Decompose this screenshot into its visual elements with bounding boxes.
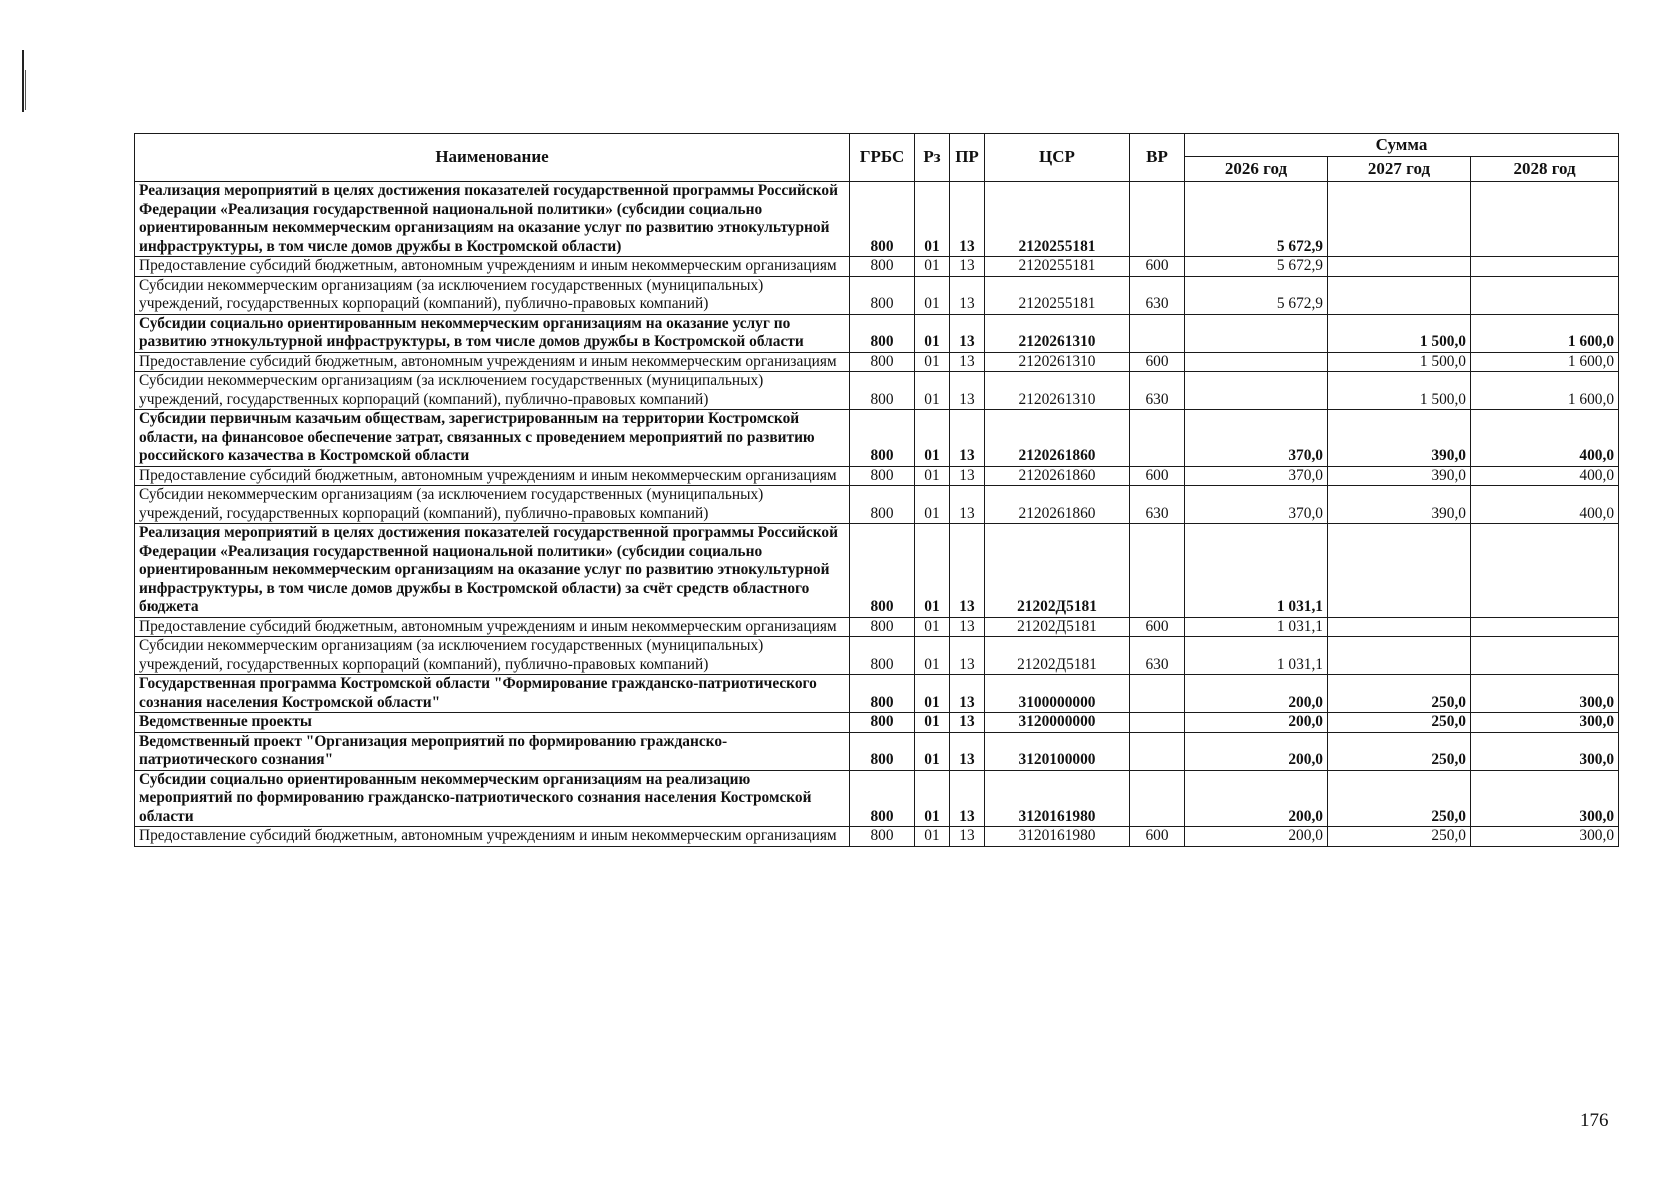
cell-csr: 3100000000 [985,675,1130,713]
page-number: 176 [1580,1110,1609,1131]
cell-2026: 200,0 [1185,827,1328,847]
cell-csr: 2120261860 [985,466,1130,486]
cell-csr: 2120261310 [985,372,1130,410]
table-row [135,732,1619,770]
cell-grbs: 800 [850,675,915,713]
table-row [135,486,1619,524]
cell-2026: 200,0 [1185,770,1328,827]
cell-name: Реализация мероприятий в целях достижения показателей государственной программы Российской Федерации «Реализация государственной национальной политики» (субсидии социально ориентированным некоммерческим организациям на оказание услуг по развитию этнокультурной инфраструктуры, в том числе домов дружбы в Костромской области) за счёт средств областного бюджета [135,524,850,618]
cell-2027: 250,0 [1328,827,1471,847]
cell-2027 [1328,524,1471,618]
cell-csr: 3120161980 [985,827,1130,847]
cell-rz: 01 [915,827,950,847]
cell-2027: 390,0 [1328,466,1471,486]
table-body [135,182,1619,847]
table-row [135,372,1619,410]
cell-pr: 13 [950,182,985,257]
cell-rz: 01 [915,732,950,770]
header-vr: ВР [1130,134,1185,182]
cell-vr: 630 [1130,637,1185,675]
cell-vr [1130,182,1185,257]
cell-grbs: 800 [850,637,915,675]
cell-rz: 01 [915,617,950,637]
cell-name: Государственная программа Костромской области "Формирование гражданско-патриотического сознания населения Костромской области" [135,675,850,713]
cell-csr: 3120100000 [985,732,1130,770]
cell-2028: 400,0 [1471,410,1619,467]
cell-2028: 1 600,0 [1471,314,1619,352]
table-row [135,182,1619,257]
cell-rz: 01 [915,352,950,372]
cell-pr: 13 [950,352,985,372]
cell-grbs: 800 [850,182,915,257]
cell-2028 [1471,617,1619,637]
cell-name: Предоставление субсидий бюджетным, автономным учреждениям и иным некоммерческим организациям [135,827,850,847]
cell-2026 [1185,352,1328,372]
cell-name: Реализация мероприятий в целях достижения показателей государственной программы Российской Федерации «Реализация государственной национальной политики» (субсидии социально ориентированным некоммерческим организациям на оказание услуг по развитию этнокультурной инфраструктуры, в том числе домов дружбы в Костромской области) [135,182,850,257]
cell-csr: 3120000000 [985,713,1130,733]
cell-grbs: 800 [850,732,915,770]
cell-rz: 01 [915,637,950,675]
cell-2027 [1328,637,1471,675]
cell-rz: 01 [915,770,950,827]
budget-table [134,133,1619,847]
header-rz: Рз [915,134,950,182]
cell-2027: 390,0 [1328,486,1471,524]
table-row [135,713,1619,733]
cell-pr: 13 [950,713,985,733]
cell-2026: 1 031,1 [1185,637,1328,675]
cell-2026: 5 672,9 [1185,276,1328,314]
cell-pr: 13 [950,617,985,637]
cell-2028 [1471,276,1619,314]
cell-grbs: 800 [850,372,915,410]
cell-rz: 01 [915,524,950,618]
cell-csr: 3120161980 [985,770,1130,827]
cell-name: Субсидии некоммерческим организациям (за исключением государственных (муниципальных) учреждений, государственных корпораций (компаний), публично-правовых компаний) [135,637,850,675]
cell-csr: 21202Д5181 [985,524,1130,618]
table-row [135,827,1619,847]
cell-2027: 1 500,0 [1328,352,1471,372]
cell-csr: 2120255181 [985,257,1130,277]
cell-pr: 13 [950,410,985,467]
cell-2026: 200,0 [1185,732,1328,770]
cell-rz: 01 [915,713,950,733]
table-row [135,466,1619,486]
cell-pr: 13 [950,770,985,827]
cell-grbs: 800 [850,524,915,618]
header-csr: ЦСР [985,134,1130,182]
cell-vr: 600 [1130,827,1185,847]
cell-2028 [1471,637,1619,675]
table-row [135,314,1619,352]
cell-2028: 400,0 [1471,486,1619,524]
cell-name: Субсидии некоммерческим организациям (за исключением государственных (муниципальных) учреждений, государственных корпораций (компаний), публично-правовых компаний) [135,486,850,524]
cell-vr [1130,524,1185,618]
cell-2026: 200,0 [1185,675,1328,713]
cell-2028: 300,0 [1471,827,1619,847]
cell-rz: 01 [915,276,950,314]
cell-grbs: 800 [850,257,915,277]
cell-2026: 370,0 [1185,466,1328,486]
cell-2026: 370,0 [1185,486,1328,524]
cell-2026: 5 672,9 [1185,182,1328,257]
table-row [135,276,1619,314]
cell-2026 [1185,372,1328,410]
cell-grbs: 800 [850,410,915,467]
cell-grbs: 800 [850,314,915,352]
cell-2027 [1328,617,1471,637]
cell-rz: 01 [915,466,950,486]
cell-pr: 13 [950,314,985,352]
cell-rz: 01 [915,257,950,277]
cell-csr: 21202Д5181 [985,617,1130,637]
cell-2027 [1328,276,1471,314]
cell-2028: 300,0 [1471,713,1619,733]
cell-2026: 1 031,1 [1185,524,1328,618]
cell-2028: 300,0 [1471,770,1619,827]
cell-2026: 5 672,9 [1185,257,1328,277]
cell-2027: 250,0 [1328,770,1471,827]
cell-name: Предоставление субсидий бюджетным, автономным учреждениям и иным некоммерческим организациям [135,617,850,637]
header-year-2028: 2028 год [1471,157,1619,182]
scan-margin-mark [25,70,26,110]
cell-csr: 2120255181 [985,276,1130,314]
cell-2027: 390,0 [1328,410,1471,467]
cell-2027: 1 500,0 [1328,372,1471,410]
cell-2027 [1328,182,1471,257]
cell-vr [1130,410,1185,467]
cell-vr: 600 [1130,466,1185,486]
cell-2028 [1471,182,1619,257]
header-name: Наименование [135,134,850,182]
table-row [135,410,1619,467]
cell-name: Субсидии социально ориентированным некоммерческим организациям на оказание услуг по развитию этнокультурной инфраструктуры, в том числе домов дружбы в Костромской области [135,314,850,352]
cell-grbs: 800 [850,486,915,524]
cell-vr: 600 [1130,617,1185,637]
header-grbs: ГРБС [850,134,915,182]
cell-grbs: 800 [850,770,915,827]
cell-2028: 400,0 [1471,466,1619,486]
cell-csr: 2120261860 [985,486,1130,524]
cell-pr: 13 [950,732,985,770]
cell-pr: 13 [950,827,985,847]
cell-name: Предоставление субсидий бюджетным, автономным учреждениям и иным некоммерческим организациям [135,466,850,486]
cell-2028: 300,0 [1471,675,1619,713]
cell-grbs: 800 [850,352,915,372]
cell-pr: 13 [950,257,985,277]
cell-vr [1130,675,1185,713]
cell-rz: 01 [915,410,950,467]
cell-name: Субсидии некоммерческим организациям (за исключением государственных (муниципальных) учреждений, государственных корпораций (компаний), публично-правовых компаний) [135,372,850,410]
cell-name: Субсидии некоммерческим организациям (за исключением государственных (муниципальных) учреждений, государственных корпораций (компаний), публично-правовых компаний) [135,276,850,314]
cell-2026: 200,0 [1185,713,1328,733]
cell-rz: 01 [915,182,950,257]
cell-pr: 13 [950,675,985,713]
cell-2027: 250,0 [1328,713,1471,733]
cell-csr: 2120261310 [985,314,1130,352]
cell-vr: 600 [1130,257,1185,277]
cell-pr: 13 [950,524,985,618]
cell-rz: 01 [915,486,950,524]
cell-name: Субсидии первичным казачьим обществам, зарегистрированным на территории Костромской области, на финансовое обеспечение затрат, связанных с проведением мероприятий по развитию российского казачества в Костромской области [135,410,850,467]
scan-margin-mark [22,50,24,112]
cell-csr: 2120261860 [985,410,1130,467]
table-row [135,637,1619,675]
cell-name: Ведомственный проект "Организация мероприятий по формированию гражданско-патриотического сознания" [135,732,850,770]
cell-vr [1130,314,1185,352]
cell-2026: 370,0 [1185,410,1328,467]
table-row [135,770,1619,827]
cell-rz: 01 [915,314,950,352]
cell-2028: 300,0 [1471,732,1619,770]
cell-vr [1130,770,1185,827]
cell-vr: 600 [1130,352,1185,372]
cell-rz: 01 [915,372,950,410]
table-row [135,617,1619,637]
cell-2028 [1471,257,1619,277]
cell-name: Ведомственные проекты [135,713,850,733]
cell-2027: 250,0 [1328,732,1471,770]
cell-vr: 630 [1130,372,1185,410]
cell-name: Субсидии социально ориентированным некоммерческим организациям на реализацию мероприятий по формированию гражданско-патриотического сознания населения Костромской области [135,770,850,827]
table-row [135,352,1619,372]
cell-vr: 630 [1130,486,1185,524]
cell-pr: 13 [950,486,985,524]
cell-2028 [1471,524,1619,618]
cell-grbs: 800 [850,713,915,733]
cell-2028: 1 600,0 [1471,372,1619,410]
cell-grbs: 800 [850,617,915,637]
cell-name: Предоставление субсидий бюджетным, автономным учреждениям и иным некоммерческим организациям [135,352,850,372]
cell-2027 [1328,257,1471,277]
cell-grbs: 800 [850,276,915,314]
cell-grbs: 800 [850,827,915,847]
cell-2026: 1 031,1 [1185,617,1328,637]
header-year-2027: 2027 год [1328,157,1471,182]
cell-grbs: 800 [850,466,915,486]
cell-pr: 13 [950,466,985,486]
cell-pr: 13 [950,276,985,314]
header-pr: ПР [950,134,985,182]
cell-vr [1130,713,1185,733]
cell-2027: 250,0 [1328,675,1471,713]
cell-vr: 630 [1130,276,1185,314]
cell-pr: 13 [950,637,985,675]
cell-name: Предоставление субсидий бюджетным, автономным учреждениям и иным некоммерческим организациям [135,257,850,277]
table-row [135,257,1619,277]
cell-2028: 1 600,0 [1471,352,1619,372]
cell-2027: 1 500,0 [1328,314,1471,352]
header-year-2026: 2026 год [1185,157,1328,182]
cell-csr: 21202Д5181 [985,637,1130,675]
cell-csr: 2120261310 [985,352,1130,372]
table-row [135,675,1619,713]
cell-rz: 01 [915,675,950,713]
table-row [135,524,1619,618]
cell-pr: 13 [950,372,985,410]
cell-csr: 2120255181 [985,182,1130,257]
cell-2026 [1185,314,1328,352]
header-sum: Сумма [1185,134,1619,157]
table-header [135,134,1619,182]
cell-vr [1130,732,1185,770]
